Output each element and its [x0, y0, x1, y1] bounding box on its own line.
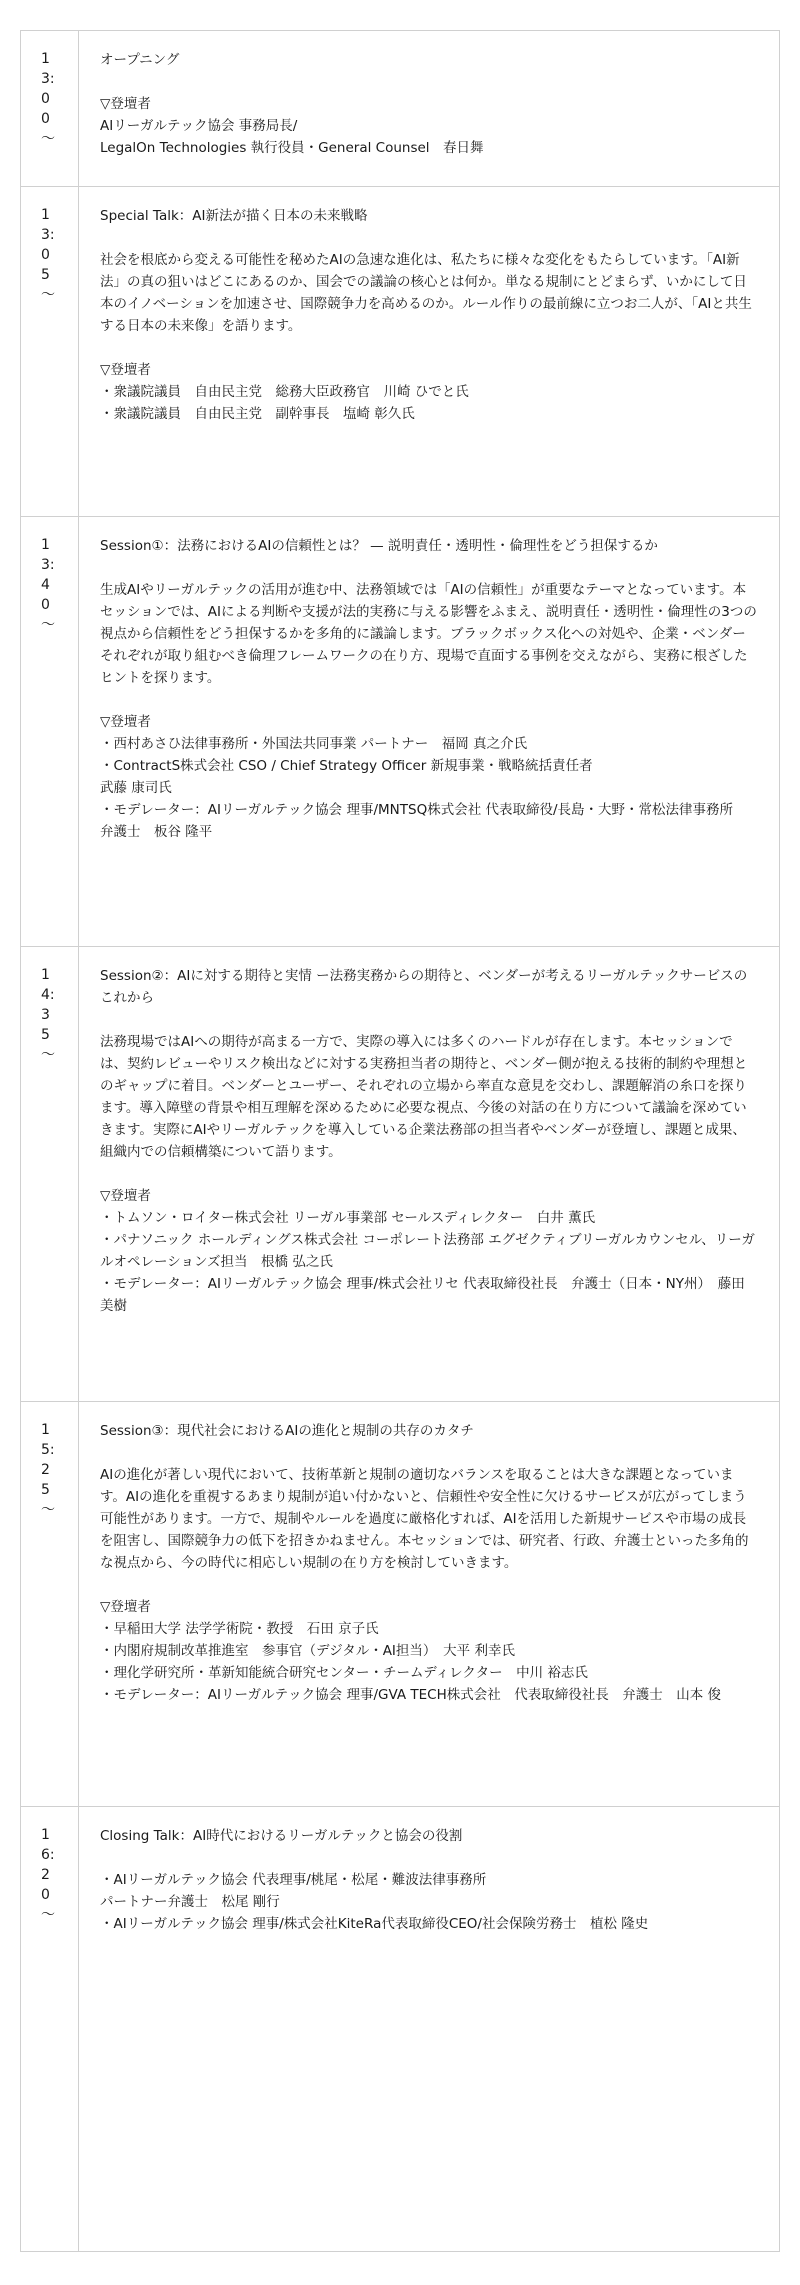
- session-title: Session③：現代社会におけるAIの進化と規制の共存のカタチ: [100, 1423, 474, 1439]
- time-digit: 1: [41, 537, 50, 553]
- time-tilde: 〜: [41, 131, 55, 147]
- session-content: [79, 947, 779, 1401]
- session-content: [79, 187, 779, 516]
- session-title: Session①：法務におけるAIの信頼性とは？ — 説明責任・透明性・倫理性をどう担保するか: [100, 538, 658, 554]
- time-tilde: 〜: [41, 287, 55, 303]
- speaker-heading: ▽登壇者: [100, 1188, 151, 1204]
- schedule-row-closing-talk: [21, 1806, 779, 2251]
- speaker-line: ・内閣府規制改革推進室 参事官（デジタル・AI担当） 大平 利幸氏: [100, 1643, 515, 1659]
- session-description: 法務現場ではAIへの期待が高まる一方で、実際の導入には多くのハードルが存在します。本セッションでは、契約レビューやリスク検出などに対する実務担当者の期待と、ベンダー側が抱える技術的制約や理想とのギャップに着目。ベンダーとユーザー、それぞれの立場から率直な意見を交わし、課題解消の糸口を探ります。導入障壁の背景や相互理解を深めるために必要な視点、今後の対話の在り方について議論を深めていきます。実際にAIやリーガルテックを導入している企業法務部の担当者やベンダーが登壇し、課題と成果、組織内での信頼構築について語ります。: [100, 1034, 748, 1160]
- time-digit: 5: [41, 1027, 50, 1043]
- session-title: Special Talk：AI新法が描く日本の未来戦略: [100, 208, 368, 224]
- speaker-line: ・モデレーター：AIリーガルテック協会 理事/MNTSQ株式会社 代表取締役/長島・大野・常松法律事務所 弁護士 板谷 隆平: [100, 802, 747, 840]
- time-digit: 3:: [41, 71, 55, 87]
- time-digit: 5: [41, 1482, 50, 1498]
- schedule-row-session-1: [21, 516, 779, 946]
- session-title: オープニング: [100, 52, 180, 68]
- time-digit: 3: [41, 1007, 50, 1023]
- time-digit: 1: [41, 1422, 50, 1438]
- speaker-line: ・モデレーター：AIリーガルテック協会 理事/株式会社リセ 代表取締役社長 弁護士（日本・NY州） 藤田 美樹: [100, 1276, 745, 1314]
- speaker-line: ・理化学研究所・革新知能統合研究センター・チームディレクター 中川 裕志氏: [100, 1665, 588, 1681]
- time-cell: [21, 31, 79, 186]
- speaker-line: ・パナソニック ホールディングス株式会社 コーポレート法務部 エグゼクティブリーガルカウンセル、リーガルオペレーションズ担当 根橋 弘之氏: [100, 1232, 755, 1270]
- speaker-heading: ▽登壇者: [100, 362, 151, 378]
- time-digit: 1: [41, 1827, 50, 1843]
- time-digit: 0: [41, 247, 50, 263]
- time-digit: 6:: [41, 1847, 55, 1863]
- time-tilde: 〜: [41, 1047, 55, 1063]
- speaker-line: ・トムソン・ロイター株式会社 リーガル事業部 セールスディレクター 白井 薫氏: [100, 1210, 596, 1226]
- time-digit: 3:: [41, 227, 55, 243]
- time-digit: 5:: [41, 1442, 55, 1458]
- time-digit: 2: [41, 1867, 50, 1883]
- time-cell: [21, 1807, 79, 2251]
- speaker-heading: ▽登壇者: [100, 714, 151, 730]
- session-description: 社会を根底から変える可能性を秘めたAIの急速な進化は、私たちに様々な変化をもたらしています。「AI新法」の真の狙いはどこにあるのか、国会での議論の核心とは何か。単なる規制にとどまらず、いかにして日本のイノベーションを加速させ、国際競争力を高めるのか。ルール作りの最前線に立つお二人が、「AIと共生する日本の未来像」を語ります。: [100, 252, 752, 334]
- speaker-line: ・ContractS株式会社 CSO / Chief Strategy Officer 新規事業・戦略統括責任者: [100, 758, 593, 774]
- speaker-line: パートナー弁護士 松尾 剛行: [100, 1894, 280, 1910]
- speaker-heading: ▽登壇者: [100, 96, 151, 112]
- time-cell: [21, 187, 79, 516]
- time-cell: [21, 947, 79, 1401]
- speaker-line: ・モデレーター：AIリーガルテック協会 理事/GVA TECH株式会社 代表取締役社長 弁護士 山本 俊: [100, 1687, 722, 1703]
- schedule-row-session-3: [21, 1401, 779, 1806]
- speaker-line: ・AIリーガルテック協会 理事/株式会社KiteRa代表取締役CEO/社会保険労務士 植松 隆史: [100, 1916, 649, 1932]
- schedule-table: [20, 30, 780, 2252]
- schedule-row-special-talk: [21, 186, 779, 516]
- time-digit: 0: [41, 1887, 50, 1903]
- time-tilde: 〜: [41, 1907, 55, 1923]
- time-cell: [21, 1402, 79, 1806]
- time-tilde: 〜: [41, 1502, 55, 1518]
- time-digit: 3:: [41, 557, 55, 573]
- session-content: [79, 31, 779, 186]
- speaker-line: ・衆議院議員 自由民主党 総務大臣政務官 川崎 ひでと氏: [100, 384, 469, 400]
- time-tilde: 〜: [41, 617, 55, 633]
- time-cell: [21, 517, 79, 946]
- time-digit: 1: [41, 967, 50, 983]
- session-title: Session②：AIに対する期待と実情 ー法務実務からの期待と、ベンダーが考えるリーガルテックサービスのこれから: [100, 968, 748, 1006]
- speaker-line: 武藤 康司氏: [100, 780, 172, 796]
- speaker-line: ・AIリーガルテック協会 代表理事/桃尾・松尾・難波法律事務所: [100, 1872, 487, 1888]
- speaker-line: AIリーガルテック協会 事務局長/: [100, 118, 298, 134]
- time-digit: 0: [41, 111, 50, 127]
- schedule-row-session-2: [21, 946, 779, 1401]
- time-digit: 1: [41, 207, 50, 223]
- time-digit: 4:: [41, 987, 55, 1003]
- session-content: [79, 1807, 779, 2251]
- session-content: [79, 517, 779, 946]
- time-digit: 4: [41, 577, 50, 593]
- speaker-line: ・衆議院議員 自由民主党 副幹事長 塩崎 彰久氏: [100, 406, 415, 422]
- speaker-line: ・早稲田大学 法学学術院・教授 石田 京子氏: [100, 1621, 379, 1637]
- session-description: 生成AIやリーガルテックの活用が進む中、法務領域では「AIの信頼性」が重要なテーマとなっています。本セッションでは、AIによる判断や支援が法的実務に与える影響をふまえ、説明責任・透明性・倫理性の3つの視点から信頼性をどう担保するかを多角的に議論します。ブラックボックス化への対処や、企業・ベンダーそれぞれが取り組むべき倫理フレームワークの在り方、現場で直面する事例を交えながら、実務に根ざしたヒントを探ります。: [100, 582, 757, 686]
- speaker-line: ・西村あさひ法律事務所・外国法共同事業 パートナー 福岡 真之介氏: [100, 736, 528, 752]
- schedule-row-opening: [21, 31, 779, 186]
- session-title: Closing Talk：AI時代におけるリーガルテックと協会の役割: [100, 1828, 463, 1844]
- session-description: AIの進化が著しい現代において、技術革新と規制の適切なバランスを取ることは大きな課題となっています。AIの進化を重視するあまり規制が追い付かないと、信頼性や安全性に欠けるサービスが広がってしまう可能性があります。一方で、規制やルールを過度に厳格化すれば、AIを活用した新規サービスや市場の成長を阻害し、国際競争力の低下を招きかねません。本セッションでは、研究者、行政、弁護士といった多角的な視点から、今の時代に相応しい規制の在り方を検討していきます。: [100, 1467, 749, 1571]
- time-digit: 5: [41, 267, 50, 283]
- session-content: [79, 1402, 779, 1806]
- time-digit: 0: [41, 91, 50, 107]
- time-digit: 2: [41, 1462, 50, 1478]
- time-digit: 1: [41, 51, 50, 67]
- time-digit: 0: [41, 597, 50, 613]
- speaker-line: LegalOn Technologies 執行役員・General Counsel 春日舞: [100, 140, 484, 156]
- speaker-heading: ▽登壇者: [100, 1599, 151, 1615]
